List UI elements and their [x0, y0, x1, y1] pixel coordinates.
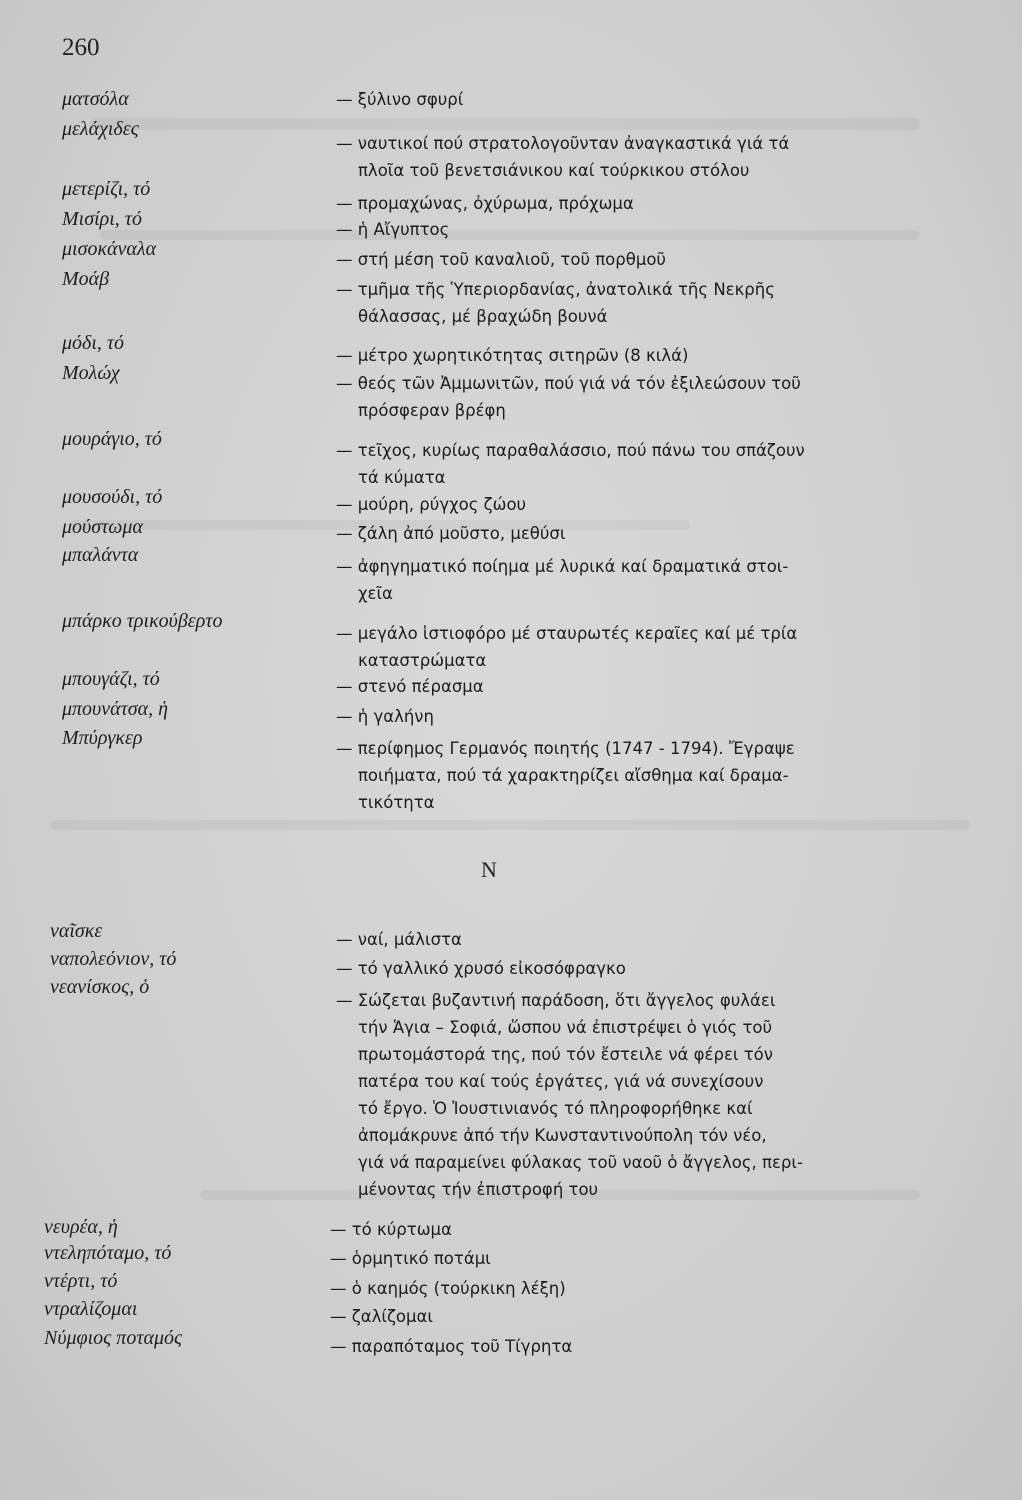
definition-line: πατέρα του καί τούς ἐργάτες, γιά νά συνεχίσουν	[358, 1072, 764, 1091]
definition-line: — τό γαλλικό χρυσό εἰκοσόφραγκο	[336, 959, 626, 978]
definition-line: καταστρώματα	[358, 651, 487, 670]
glossary-definition	[336, 190, 634, 217]
glossary-definition	[336, 342, 688, 369]
glossary-definition	[336, 703, 434, 730]
glossary-definition	[336, 130, 789, 184]
definition-line: — ξύλινο σφυρί	[336, 90, 464, 109]
glossary-definition	[330, 1216, 452, 1243]
definition-line: χεῖα	[358, 584, 393, 603]
definition-line: — παραπόταμος τοῦ Τίγρητα	[330, 1337, 573, 1356]
glossary-term: ναπολεόνιον, τό	[50, 948, 177, 970]
glossary-definition	[336, 491, 526, 518]
definition-line: — ἡ Αἴγυπτος	[336, 220, 450, 239]
definition-line: — ὁρμητικό ποτάμι	[330, 1249, 491, 1268]
definition-line: ἀπομάκρυνε ἀπό τήν Κωνσταντινούπολη τόν νέο,	[358, 1126, 767, 1145]
glossary-definition	[336, 216, 449, 243]
definition-line: πλοῖα τοῦ βενετσιάνικου καί τούρκικου στόλου	[358, 161, 750, 180]
glossary-term: μισοκάναλα	[62, 238, 157, 260]
glossary-definition	[330, 1245, 491, 1272]
definition-line: μένοντας τήν ἐπιστροφή του	[358, 1180, 599, 1199]
glossary-term: μετερίζι, τό	[62, 178, 151, 200]
definition-line: τό ἔργο. Ὁ Ἰουστινιανός τό πληροφορήθηκε καί	[358, 1099, 753, 1118]
definition-line: — ζαλίζομαι	[330, 1307, 433, 1326]
definition-line: — τεῖχος, κυρίως παραθαλάσσιο, πού πάνω του σπάζουν	[336, 441, 805, 460]
definition-line: θάλασσας, μέ βραχώδη βουνά	[358, 307, 608, 326]
glossary-term: ναῖσκε	[50, 920, 103, 942]
glossary-definition	[336, 926, 462, 953]
glossary-definition	[330, 1303, 433, 1330]
definition-line: — ἀφηγηματικό ποίημα μέ λυρικά καί δραματικά στοι-	[336, 557, 789, 576]
glossary-term: Νύμφιος ποταμός	[44, 1327, 183, 1349]
glossary-term: Μοάβ	[62, 268, 110, 290]
definition-line: — περίφημος Γερμανός ποιητής (1747 - 1794). Ἔγραψε	[336, 739, 795, 758]
definition-line: — Σώζεται βυζαντινή παράδοση, ὅτι ἄγγελος φυλάει	[336, 991, 776, 1010]
glossary-term: νεανίσκος, ὁ	[50, 976, 150, 998]
glossary-term: μόδι, τό	[62, 332, 125, 354]
glossary-term: μπουγάζι, τό	[62, 668, 160, 690]
definition-line: — στή μέση τοῦ καναλιοῦ, τοῦ πορθμοῦ	[336, 250, 666, 269]
glossary-definition	[336, 276, 775, 330]
definition-line: τικότητα	[358, 793, 435, 812]
definition-line: τά κύματα	[358, 468, 446, 487]
glossary-definition	[336, 437, 805, 491]
page-number: 260	[62, 34, 100, 61]
definition-line: — τό κύρτωμα	[330, 1220, 452, 1239]
glossary-term: μπαλάντα	[62, 544, 139, 566]
glossary-term: μελάχιδες	[62, 118, 139, 140]
glossary-term: μουσούδι, τό	[62, 486, 163, 508]
glossary-term: ντεληπόταμο, τό	[44, 1242, 172, 1264]
definition-line: — θεός τῶν Ἀμμωνιτῶν, πού γιά νά τόν ἐξιλεώσουν τοῦ	[336, 374, 801, 393]
glossary-definition	[336, 246, 666, 273]
glossary-term: νευρέα, ἡ	[44, 1216, 118, 1238]
glossary-term: μπάρκο τρικούβερτο	[62, 610, 223, 632]
definition-line: — ἡ γαλήνη	[336, 707, 434, 726]
glossary-term: μπουνάτσα, ἡ	[62, 698, 169, 720]
glossary-term: ντραλίζομαι	[44, 1298, 138, 1320]
glossary-definition	[336, 520, 565, 547]
glossary-term: μουράγιο, τό	[62, 428, 162, 450]
glossary-definition	[336, 735, 795, 816]
glossary-definition	[336, 673, 484, 700]
definition-line: — ζάλη ἀπό μοῦστο, μεθύσι	[336, 524, 566, 543]
definition-line: γιά νά παραμείνει φύλακας τοῦ ναοῦ ὁ ἄγγελος, περι-	[358, 1153, 803, 1172]
definition-line: — μούρη, ρύγχος ζώου	[336, 495, 527, 514]
glossary-term: ντέρτι, τό	[44, 1270, 118, 1292]
glossary-definition	[336, 370, 801, 424]
glossary-term: Μισίρι, τό	[62, 208, 142, 230]
definition-line: — ναί, μάλιστα	[336, 930, 462, 949]
definition-line: πρόσφεραν βρέφη	[358, 401, 506, 420]
definition-line: — μέτρο χωρητικότητας σιτηρῶν (8 κιλά)	[336, 346, 689, 365]
section-letter: N	[481, 857, 497, 882]
definition-line: πρωτομάστορά της, πού τόν ἔστειλε νά φέρει τόν	[358, 1045, 773, 1064]
definition-line: — ναυτικοί πού στρατολογοῦνταν ἀναγκαστικά γιά τά	[336, 134, 790, 153]
glossary-definition	[336, 553, 788, 607]
definition-line: — ὁ καημός (τούρκικη λέξη)	[330, 1279, 566, 1298]
definition-line: — στενό πέρασμα	[336, 677, 484, 696]
definition-line: — προμαχώνας, ὀχύρωμα, πρόχωμα	[336, 194, 634, 213]
glossary-definition	[330, 1333, 572, 1360]
glossary-definition	[330, 1275, 566, 1302]
definition-line: τήν Ἁγια – Σοφιά, ὥσπου νά ἐπιστρέψει ὁ γιός τοῦ	[358, 1018, 773, 1037]
glossary-term: Μπύργκερ	[62, 727, 143, 749]
definition-line: — τμῆμα τῆς Ὑπεριορδανίας, ἀνατολικά τῆς Νεκρῆς	[336, 280, 775, 299]
glossary-definition	[336, 955, 626, 982]
glossary-term: μούστωμα	[62, 516, 143, 538]
glossary-definition	[336, 987, 803, 1203]
glossary-definition	[336, 620, 797, 674]
definition-line: — μεγάλο ἱστιοφόρο μέ σταυρωτές κεραῖες καί μέ τρία	[336, 624, 798, 643]
glossary-term: ματσόλα	[62, 88, 129, 110]
glossary-definition	[336, 86, 463, 113]
glossary-term: Μολώχ	[62, 362, 120, 384]
definition-line: ποιήματα, πού τά χαρακτηρίζει αἴσθημα καί δραμα-	[358, 766, 789, 785]
